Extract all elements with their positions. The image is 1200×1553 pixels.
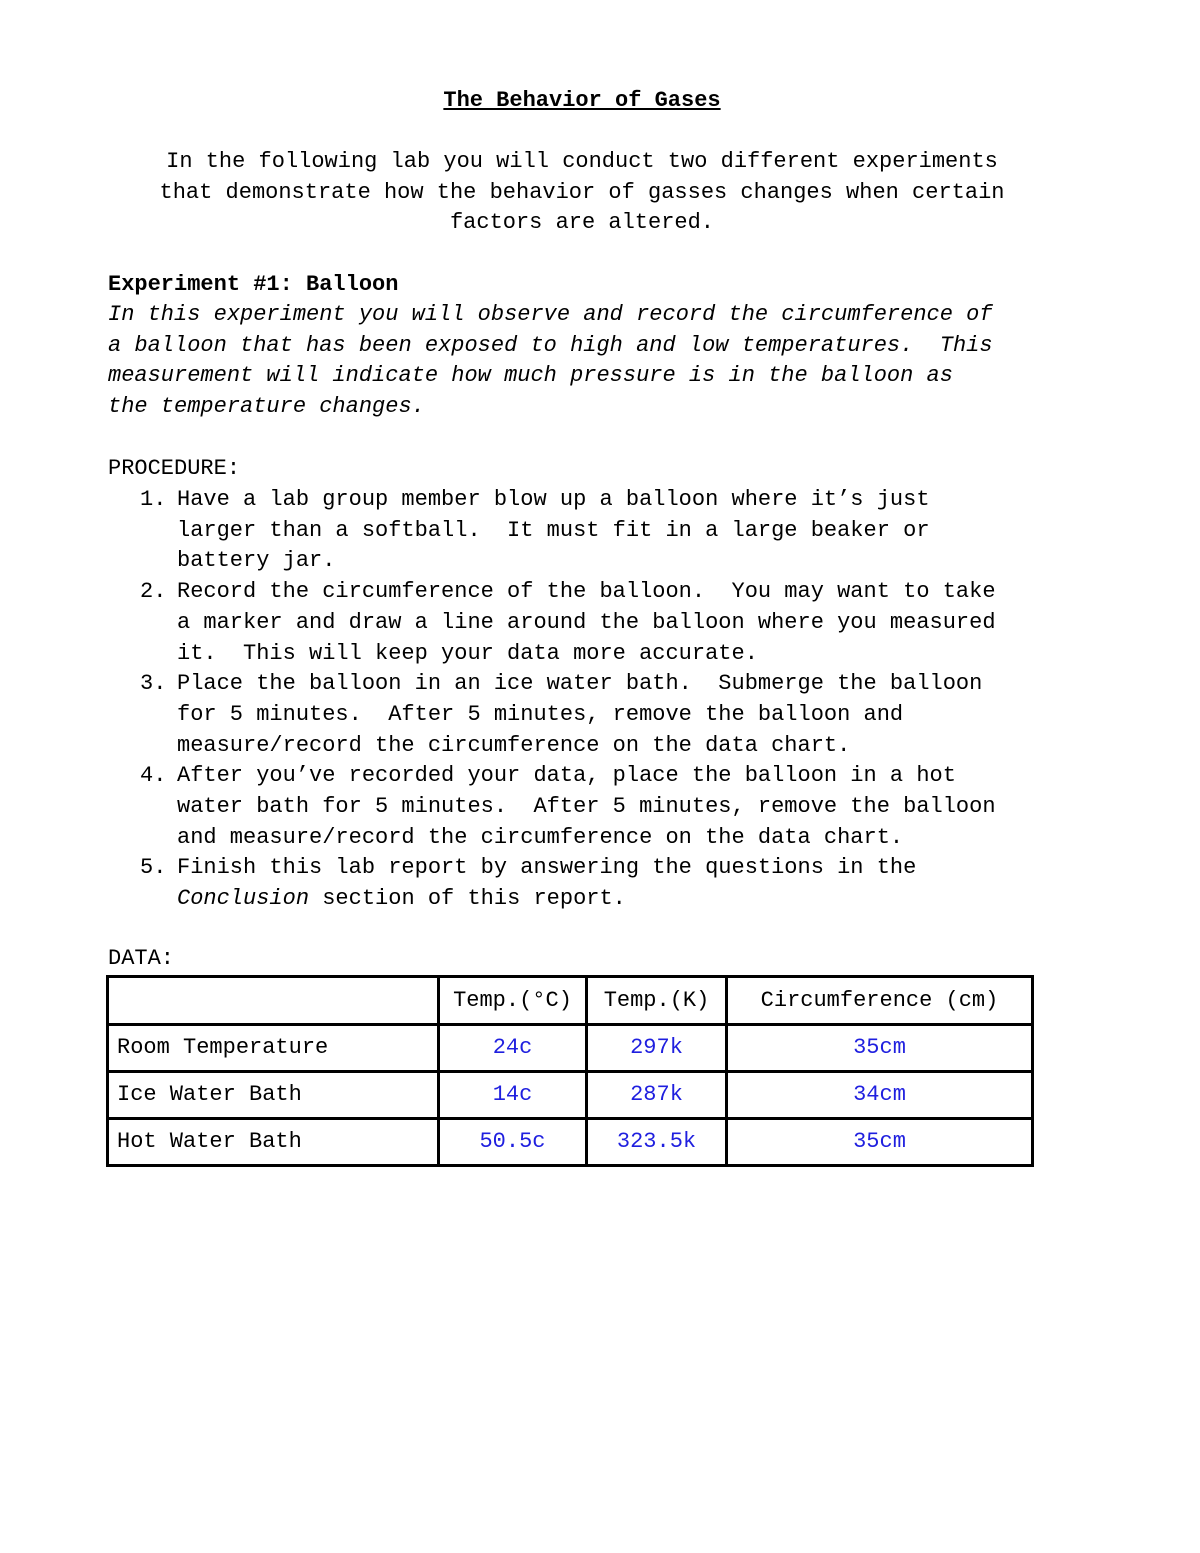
- step-line: measure/record the circumference on the data chart.: [177, 732, 851, 758]
- intro-line: that demonstrate how the behavior of gasses changes when certain: [159, 179, 1005, 205]
- row-label: Ice Water Bath: [108, 1072, 439, 1119]
- step-number: 2.: [140, 579, 167, 605]
- procedure-step: [108, 853, 1068, 914]
- temp-k-cell: 287k: [587, 1072, 727, 1119]
- header-cell: Temp.(°C): [439, 977, 587, 1025]
- step-line: larger than a softball. It must fit in a large beaker or: [177, 517, 930, 543]
- step-line: it. This will keep your data more accurate.: [177, 640, 758, 666]
- step-number: 1.: [140, 487, 167, 512]
- table-row: [108, 1025, 1033, 1072]
- procedure-list: [108, 485, 1068, 915]
- intro-line: In the following lab you will conduct two different experiments: [166, 149, 998, 174]
- description-line: a balloon that has been exposed to high and low temperatures. This: [108, 332, 993, 358]
- header-cell: [108, 977, 439, 1025]
- description-line: In this experiment you will observe and record the circumference of: [108, 302, 993, 327]
- temp-c-cell: 14c: [439, 1072, 587, 1119]
- circumference-cell: 35cm: [727, 1119, 1033, 1166]
- header-cell: Circumference (cm): [727, 977, 1033, 1025]
- step-line: Finish this lab report by answering the questions in the: [177, 855, 917, 881]
- data-table: [106, 975, 1034, 1167]
- step-number: 3.: [140, 671, 167, 697]
- step-line: a marker and draw a line around the balloon where you measured: [177, 609, 996, 635]
- procedure-step: [108, 761, 1068, 853]
- description-line: measurement will indicate how much pressure is in the balloon as: [108, 363, 953, 389]
- document-title: The Behavior of Gases: [443, 88, 721, 113]
- step-line: Have a lab group member blow up a balloon where it’s just: [177, 487, 930, 512]
- row-label: Hot Water Bath: [108, 1119, 439, 1166]
- table-row: [108, 1119, 1033, 1166]
- description-line: the temperature changes.: [108, 394, 425, 420]
- step-number: 5.: [140, 855, 167, 881]
- procedure-step: [108, 669, 1068, 761]
- step-line: Record the circumference of the balloon. You may want to take: [177, 579, 996, 605]
- step-line: for 5 minutes. After 5 minutes, remove the balloon and: [177, 701, 904, 727]
- temp-c-cell: 50.5c: [439, 1119, 587, 1166]
- step-line: battery jar.: [177, 548, 336, 574]
- step-line: After you’ve recorded your data, place the balloon in a hot: [177, 763, 956, 789]
- intro-line: factors are altered.: [449, 210, 715, 236]
- temp-c-cell: 24c: [439, 1025, 587, 1072]
- step-number: 4.: [140, 763, 167, 789]
- data-label: DATA:: [108, 946, 175, 971]
- experiment-heading: Experiment #1: Balloon: [108, 272, 399, 297]
- step-line: [177, 884, 1068, 915]
- table-header-row: [108, 977, 1033, 1025]
- row-label: Room Temperature: [108, 1025, 439, 1072]
- step-line-rest: section of this report.: [309, 886, 626, 912]
- step-line: Place the balloon in an ice water bath. Submerge the balloon: [177, 671, 983, 697]
- circumference-cell: 35cm: [727, 1025, 1033, 1072]
- table-row: [108, 1072, 1033, 1119]
- temp-k-cell: 297k: [587, 1025, 727, 1072]
- temp-k-cell: 323.5k: [587, 1119, 727, 1166]
- procedure-step: [108, 485, 1068, 577]
- circumference-cell: 34cm: [727, 1072, 1033, 1119]
- experiment-description: [108, 300, 1068, 423]
- intro-paragraph: [108, 147, 1056, 239]
- step-line: and measure/record the circumference on the data chart.: [177, 824, 904, 850]
- header-cell: Temp.(K): [587, 977, 727, 1025]
- conclusion-emphasis: Conclusion: [177, 886, 310, 912]
- step-line: water bath for 5 minutes. After 5 minutes, remove the balloon: [177, 794, 996, 820]
- procedure-label: PROCEDURE:: [108, 456, 241, 481]
- procedure-step: [108, 577, 1068, 669]
